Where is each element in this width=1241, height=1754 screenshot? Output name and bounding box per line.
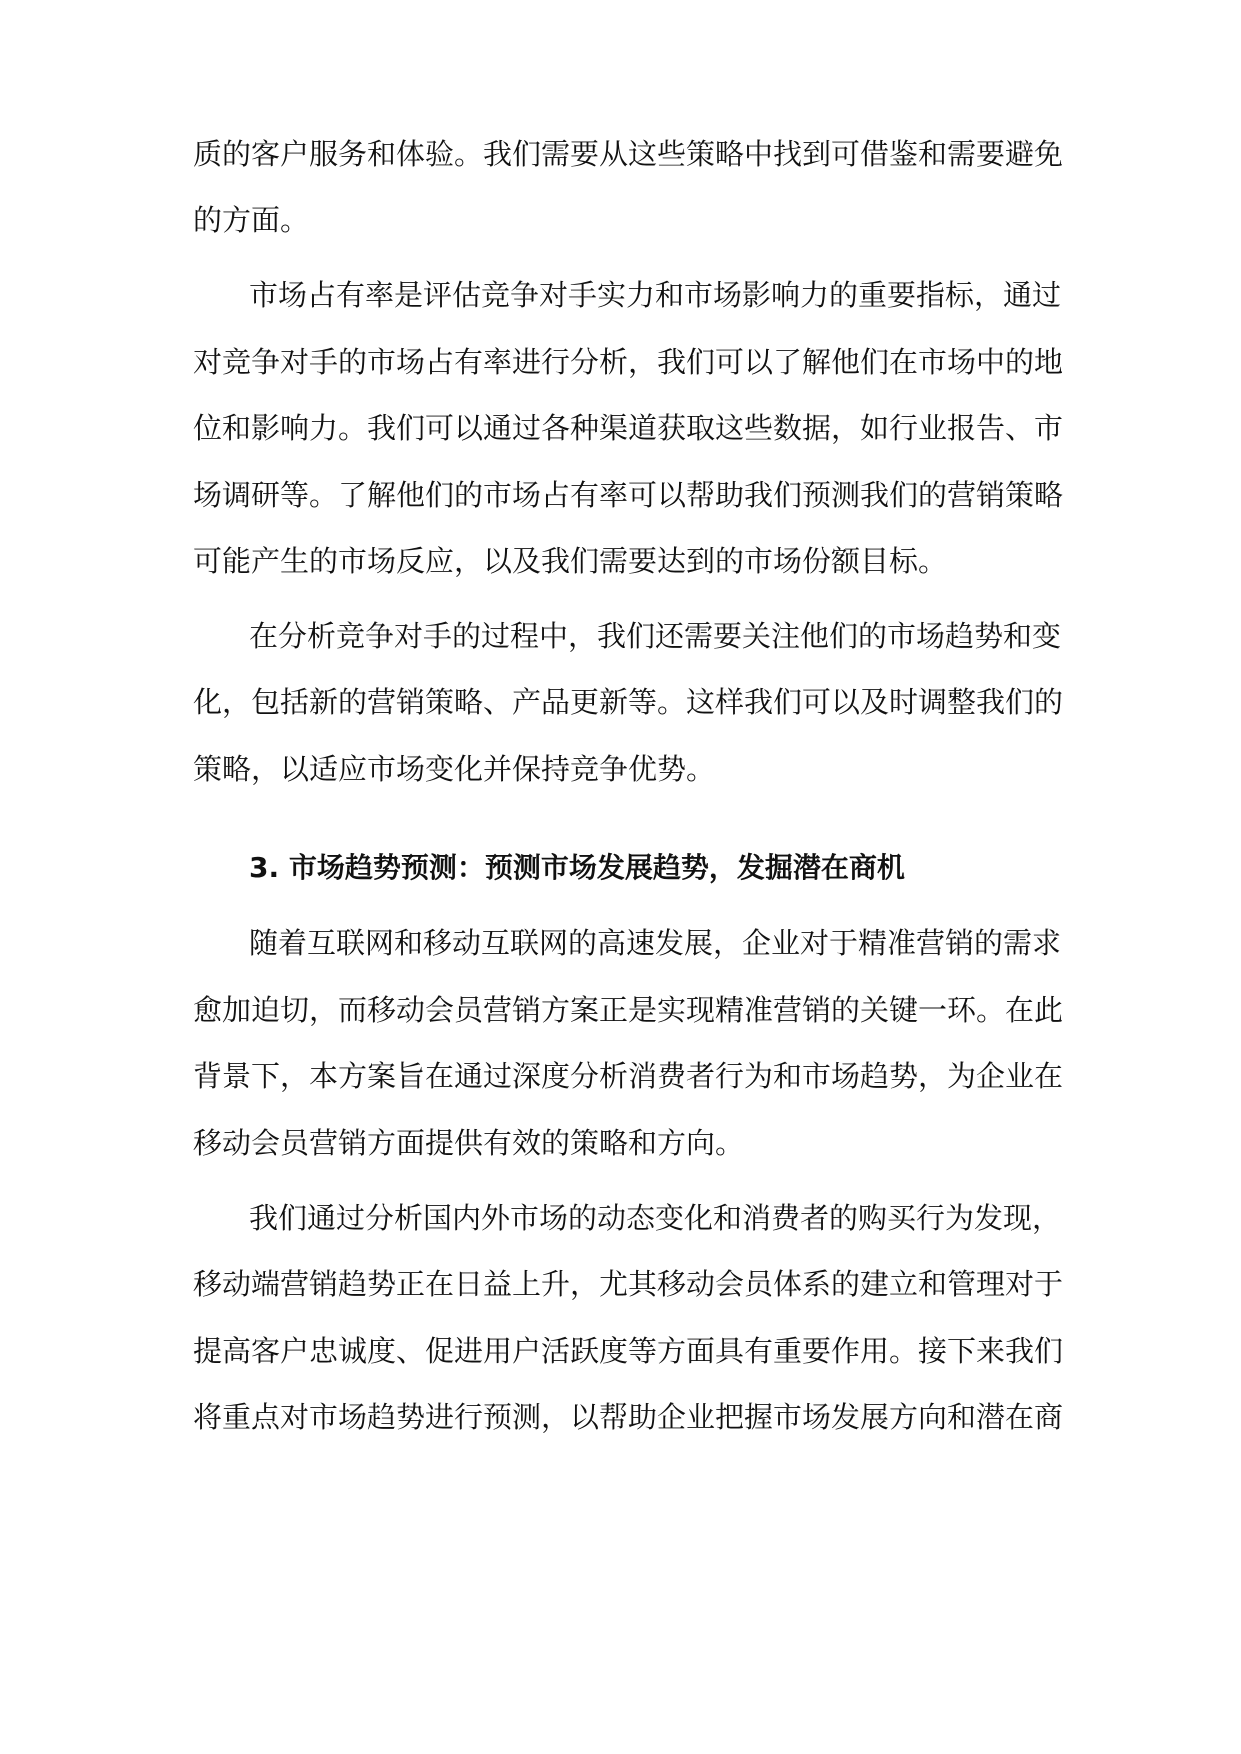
paragraph-line: 市场占有率是评估竞争对手实力和市场影响力的重要指标，通过: [249, 278, 1062, 312]
paragraph-line: 质的客户服务和体验。我们需要从这些策略中找到可借鉴和需要避免: [193, 137, 1064, 171]
paragraph-line: 移动端营销趋势正在日益上升，尤其移动会员体系的建立和管理对于: [193, 1267, 1064, 1301]
paragraph-line: 背景下，本方案旨在通过深度分析消费者行为和市场趋势，为企业在: [193, 1059, 1064, 1093]
paragraph-line: 随着互联网和移动互联网的高速发展，企业对于精准营销的需求: [249, 926, 1062, 960]
paragraph-line: 在分析竞争对手的过程中，我们还需要关注他们的市场趋势和变: [249, 619, 1062, 653]
paragraph-line: 对竞争对手的市场占有率进行分析，我们可以了解他们在市场中的地: [193, 345, 1064, 379]
section-heading: 3. 市场趋势预测：预测市场发展趋势，发掘潜在商机: [249, 851, 905, 884]
paragraph-line: 愈加迫切，而移动会员营销方案正是实现精准营销的关键一环。在此: [193, 993, 1064, 1027]
paragraph-line: 提高客户忠诚度、促进用户活跃度等方面具有重要作用。接下来我们: [193, 1334, 1064, 1368]
paragraph-line: 化，包括新的营销策略、产品更新等。这样我们可以及时调整我们的: [193, 685, 1064, 719]
paragraph-line: 移动会员营销方面提供有效的策略和方向。: [193, 1126, 745, 1160]
paragraph-line: 将重点对市场趋势进行预测，以帮助企业把握市场发展方向和潜在商: [193, 1400, 1064, 1434]
paragraph-line: 策略，以适应市场变化并保持竞争优势。: [193, 752, 716, 786]
paragraph-line: 的方面。: [193, 203, 310, 237]
paragraph-line: 可能产生的市场反应，以及我们需要达到的市场份额目标。: [193, 544, 948, 578]
paragraph-line: 我们通过分析国内外市场的动态变化和消费者的购买行为发现，: [249, 1201, 1062, 1235]
paragraph-line: 位和影响力。我们可以通过各种渠道获取这些数据，如行业报告、市: [193, 411, 1064, 445]
paragraph-line: 场调研等。了解他们的市场占有率可以帮助我们预测我们的营销策略: [193, 478, 1064, 512]
